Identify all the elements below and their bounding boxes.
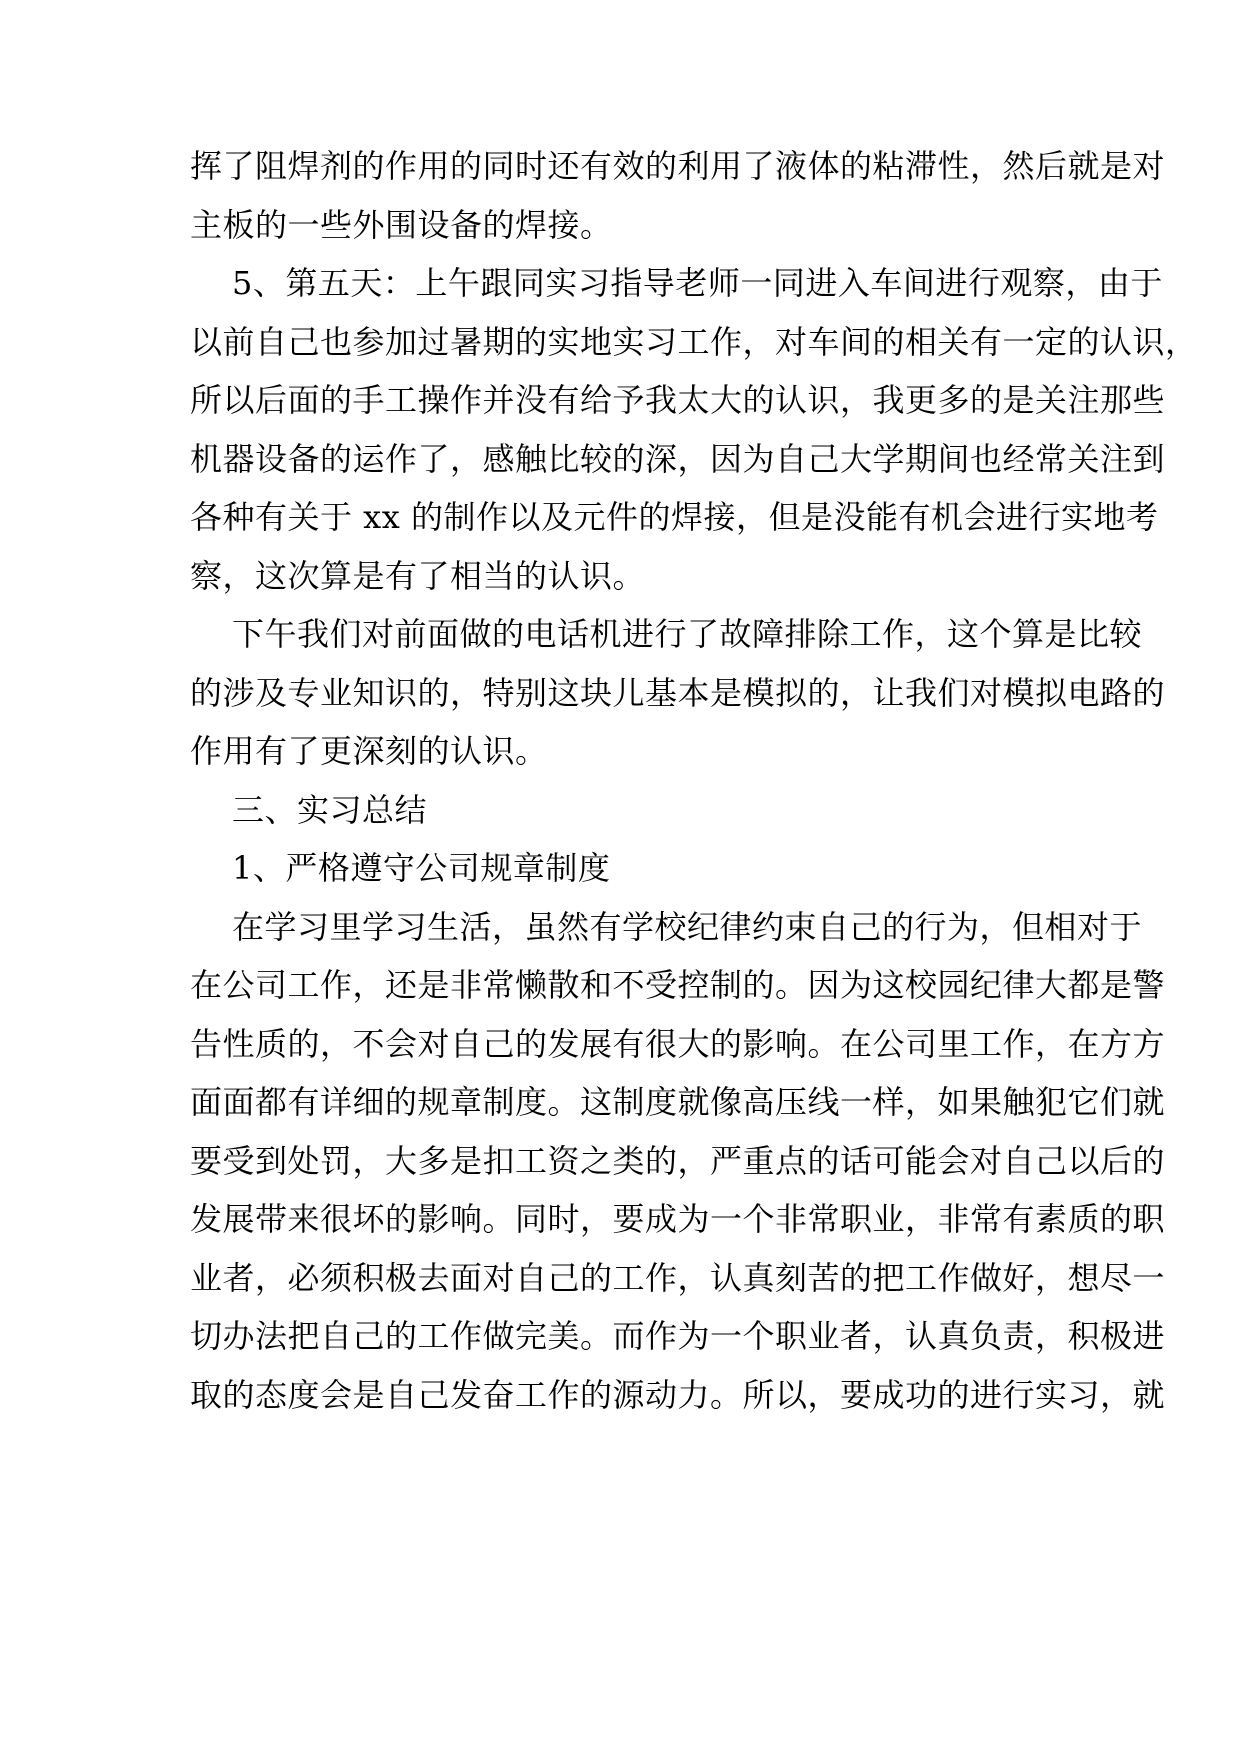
text-line: 所以后面的手工操作并没有给予我太大的认识，我更多的是关注那些 — [190, 381, 1166, 419]
text-line: 作用有了更深刻的认识。 — [190, 732, 548, 770]
text-line: 在公司工作，还是非常懒散和不受控制的。因为这校园纪律大都是警 — [190, 966, 1166, 1004]
text-line: 切办法把自己的工作做完美。而作为一个职业者，认真负责，积极进 — [190, 1317, 1166, 1355]
text-line: 挥了阻焊剂的作用的同时还有效的利用了液体的粘滞性，然后就是对 — [190, 147, 1166, 185]
text-line: 要受到处罚，大多是扣工资之类的，严重点的话可能会对自己以后的 — [190, 1142, 1166, 1180]
text-line: 下午我们对前面做的电话机进行了故障排除工作，这个算是比较 — [232, 615, 1143, 653]
text-line: 告性质的，不会对自己的发展有很大的影响。在公司里工作，在方方 — [190, 1025, 1166, 1063]
text-line: 在学习里学习生活，虽然有学校纪律约束自己的行为，但相对于 — [232, 908, 1143, 946]
text-line: 面面都有详细的规章制度。这制度就像高压线一样，如果触犯它们就 — [190, 1083, 1166, 1121]
text-line: 各种有关于 xx 的制作以及元件的焊接，但是没能有机会进行实地考 — [190, 498, 1159, 536]
text-line: 机器设备的运作了，感触比较的深，因为自己大学期间也经常关注到 — [190, 440, 1166, 478]
text-line: 察，这次算是有了相当的认识。 — [190, 557, 646, 595]
text-line: 取的态度会是自己发奋工作的源动力。所以，要成功的进行实习，就 — [190, 1376, 1166, 1414]
text-line: 5、第五天：上午跟同实习指导老师一同进入车间进行观察，由于 — [232, 264, 1163, 302]
subsection-heading: 1、严格遵守公司规章制度 — [232, 849, 611, 887]
text-line: 以前自己也参加过暑期的实地实习工作，对车间的相关有一定的认识， — [190, 323, 1198, 361]
text-line: 业者，必须积极去面对自己的工作，认真刻苦的把工作做好，想尽一 — [190, 1259, 1166, 1297]
text-line: 主板的一些外围设备的焊接。 — [190, 206, 613, 244]
section-heading: 三、实习总结 — [232, 791, 428, 829]
text-line: 发展带来很坏的影响。同时，要成为一个非常职业，非常有素质的职 — [190, 1200, 1166, 1238]
text-line: 的涉及专业知识的，特别这块儿基本是模拟的，让我们对模拟电路的 — [190, 674, 1166, 712]
